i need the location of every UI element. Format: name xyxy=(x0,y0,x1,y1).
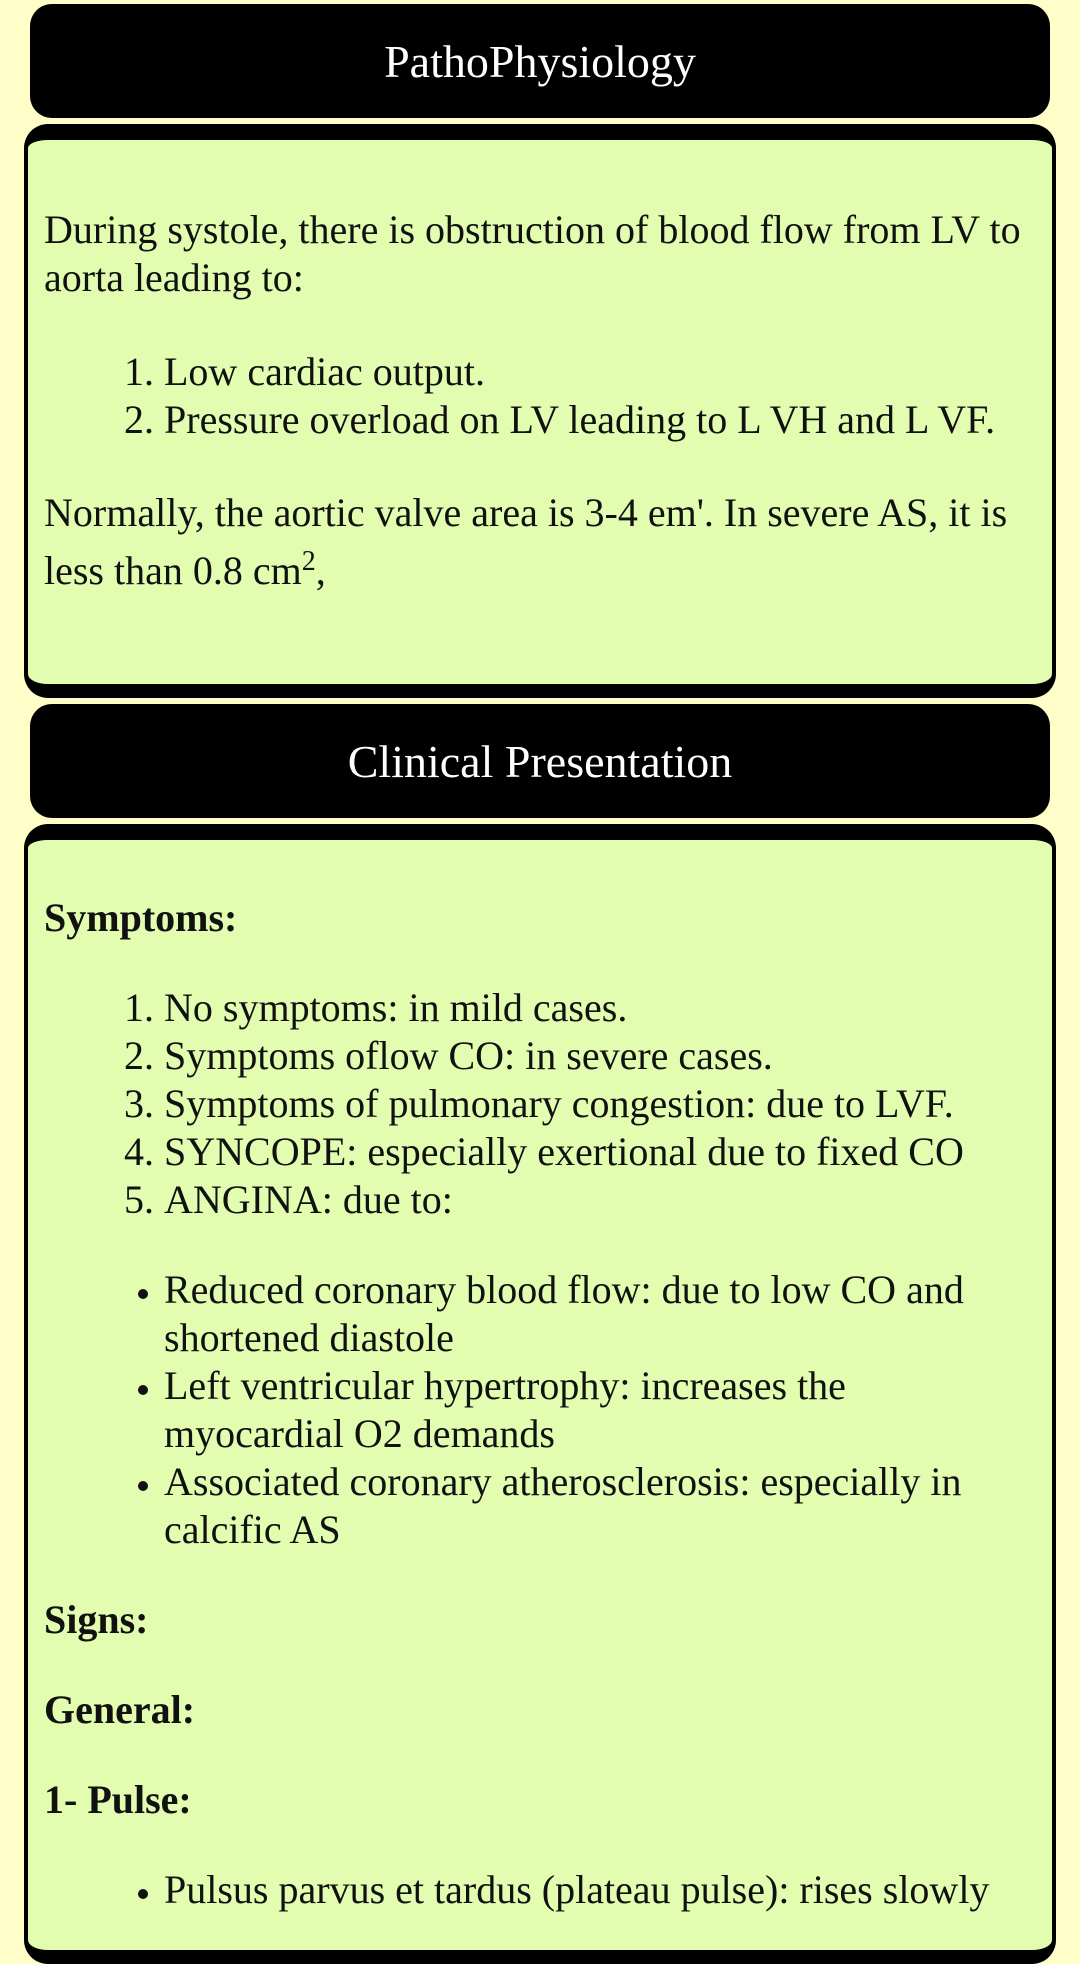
pathophysiology-header xyxy=(30,4,1050,118)
general-heading: General: xyxy=(44,1687,196,1732)
valve-area-sentence: Normally, the aortic valve area is 3-4 em'. In severe AS, it is less than 0.8 cm xyxy=(44,490,1008,593)
superscript-two: 2 xyxy=(301,546,316,577)
list-item: 1. Low cardiac output. xyxy=(164,348,1032,396)
symptoms-heading: Symptoms: xyxy=(44,895,238,940)
valve-area-end: , xyxy=(315,548,326,593)
valve-area-text xyxy=(44,484,1032,600)
pathophysiology-intro: During systole, there is obstruction of blood flow from LV to aorta leading to: xyxy=(44,207,1021,300)
clinical-presentation-title: Clinical Presentation xyxy=(347,735,733,787)
angina-causes-list xyxy=(44,1266,1032,1554)
clinical-presentation-card xyxy=(24,824,1056,1964)
symptoms-list xyxy=(44,984,1032,1224)
pathophysiology-title: PathoPhysiology xyxy=(384,35,696,87)
list-item: 1. No symptoms: in mild cases. xyxy=(164,984,1032,1032)
list-item: 5. ANGINA: due to: xyxy=(164,1176,1032,1224)
list-item: • Associated coronary atherosclerosis: especially in calcific AS xyxy=(164,1458,1032,1554)
list-item: • Pulsus parvus et tardus (plateau pulse): rises slowly xyxy=(164,1866,1032,1914)
list-item: • Left ventricular hypertrophy: increases the myocardial O2 demands xyxy=(164,1362,1032,1458)
pathophysiology-list xyxy=(44,348,1032,444)
list-item: 3. Symptoms of pulmonary congestion: due to LVF. xyxy=(164,1080,1032,1128)
list-item: 2. Symptoms oflow CO: in severe cases. xyxy=(164,1032,1032,1080)
list-item: 4. SYNCOPE: especially exertional due to fixed CO xyxy=(164,1128,1032,1176)
list-item: 2. Pressure overload on LV leading to L VH and L VF. xyxy=(164,396,1032,444)
pathophysiology-card xyxy=(24,124,1056,698)
signs-heading: Signs: xyxy=(44,1597,149,1642)
pulse-heading: 1- Pulse: xyxy=(44,1777,192,1822)
clinical-presentation-header xyxy=(30,704,1050,818)
list-item: • Reduced coronary blood flow: due to low CO and shortened diastole xyxy=(164,1266,1032,1362)
pulse-list xyxy=(44,1866,1032,1914)
